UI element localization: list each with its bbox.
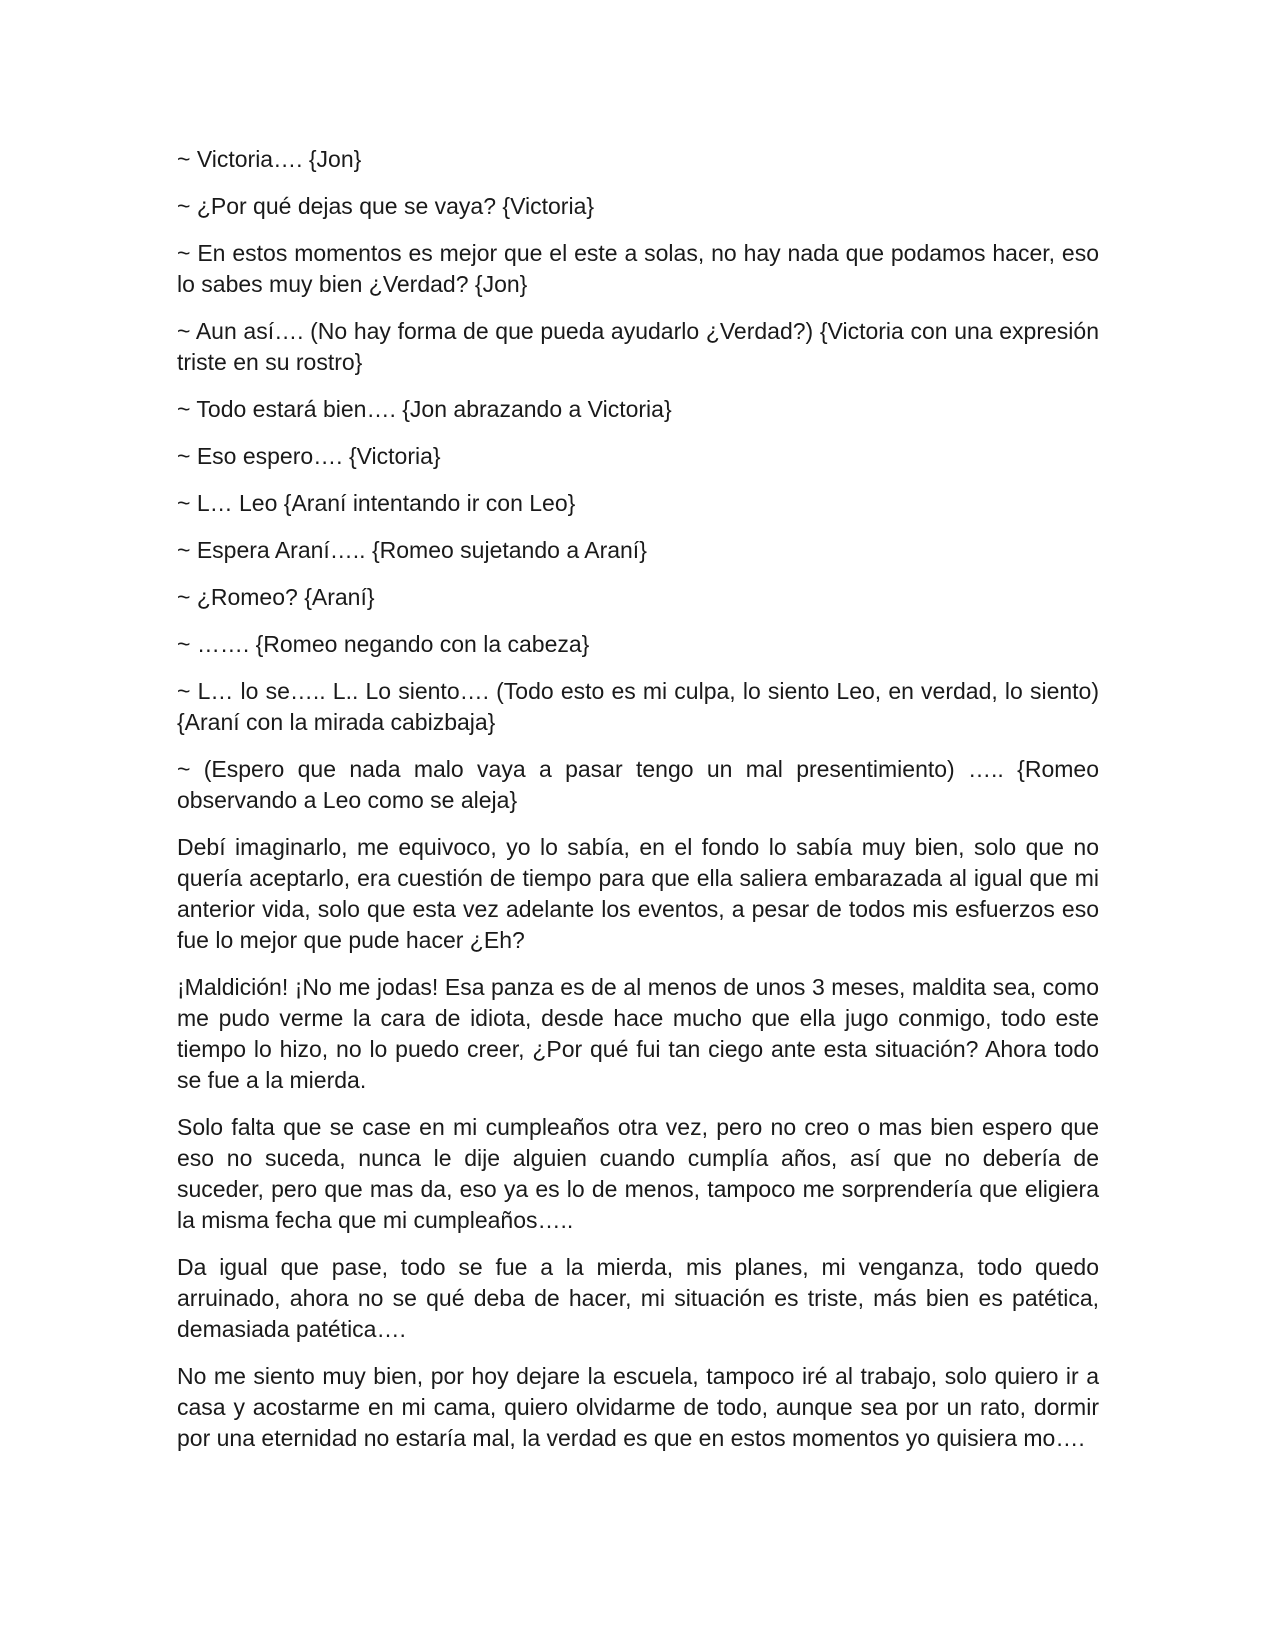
document-page [177,144,1099,1470]
narrative-paragraph: ¡Maldición! ¡No me jodas! Esa panza es de al menos de unos 3 meses, maldita sea, como me pudo verme la cara de idiota, desde hace mucho que ella jugo conmigo, todo este tiempo lo hizo, no lo puedo creer, ¿Por qué fui tan ciego ante esta situación? Ahora todo se fue a la mierda. [177,974,1099,1093]
dialogue-line: ~ Eso espero…. {Victoria} [177,443,441,469]
dialogue-line: ~ L… lo se….. L.. Lo siento…. (Todo esto es mi culpa, lo siento Leo, en verdad, lo siento) {Araní con la mirada cabizbaja} [177,678,1099,735]
dialogue-line: ~ Victoria…. {Jon} [177,146,362,172]
dialogue-line: ~ ¿Por qué dejas que se vaya? {Victoria} [177,193,595,219]
dialogue-line: ~ ……. {Romeo negando con la cabeza} [177,631,590,657]
dialogue-line: ~ ¿Romeo? {Araní} [177,584,375,610]
narrative-paragraph: Solo falta que se case en mi cumpleaños otra vez, pero no creo o mas bien espero que eso no suceda, nunca le dije alguien cuando cumplía años, así que no debería de suceder, pero que mas da, eso ya es lo de menos, tampoco me sorprendería que eligiera la misma fecha que mi cumpleaños….. [177,1114,1099,1233]
narrative-paragraph: Da igual que pase, todo se fue a la mierda, mis planes, mi venganza, todo quedo arruinado, ahora no se qué deba de hacer, mi situación es triste, más bien es patética, demasiada patética…. [177,1254,1099,1342]
dialogue-line: ~ L… Leo {Araní intentando ir con Leo} [177,490,576,516]
narrative-paragraph: Debí imaginarlo, me equivoco, yo lo sabía, en el fondo lo sabía muy bien, solo que no quería aceptarlo, era cuestión de tiempo para que ella saliera embarazada al igual que mi anterior vida, solo que esta vez adelante los eventos, a pesar de todos mis esfuerzos eso fue lo mejor que pude hacer ¿Eh? [177,834,1099,953]
dialogue-line: ~ En estos momentos es mejor que el este a solas, no hay nada que podamos hacer, eso lo sabes muy bien ¿Verdad? {Jon} [177,240,1099,297]
dialogue-line: ~ Todo estará bien…. {Jon abrazando a Victoria} [177,396,672,422]
dialogue-line: ~ Espera Araní….. {Romeo sujetando a Araní} [177,537,647,563]
narrative-paragraph: No me siento muy bien, por hoy dejare la escuela, tampoco iré al trabajo, solo quiero ir a casa y acostarme en mi cama, quiero olvidarme de todo, aunque sea por un rato, dormir por una eternidad no estaría mal, la verdad es que en estos momentos yo quisiera mo…. [177,1363,1099,1451]
dialogue-line: ~ Aun así…. (No hay forma de que pueda ayudarlo ¿Verdad?) {Victoria con una expresión triste en su rostro} [177,318,1099,375]
dialogue-line: ~ (Espero que nada malo vaya a pasar tengo un mal presentimiento) ….. {Romeo observando a Leo como se aleja} [177,756,1099,813]
